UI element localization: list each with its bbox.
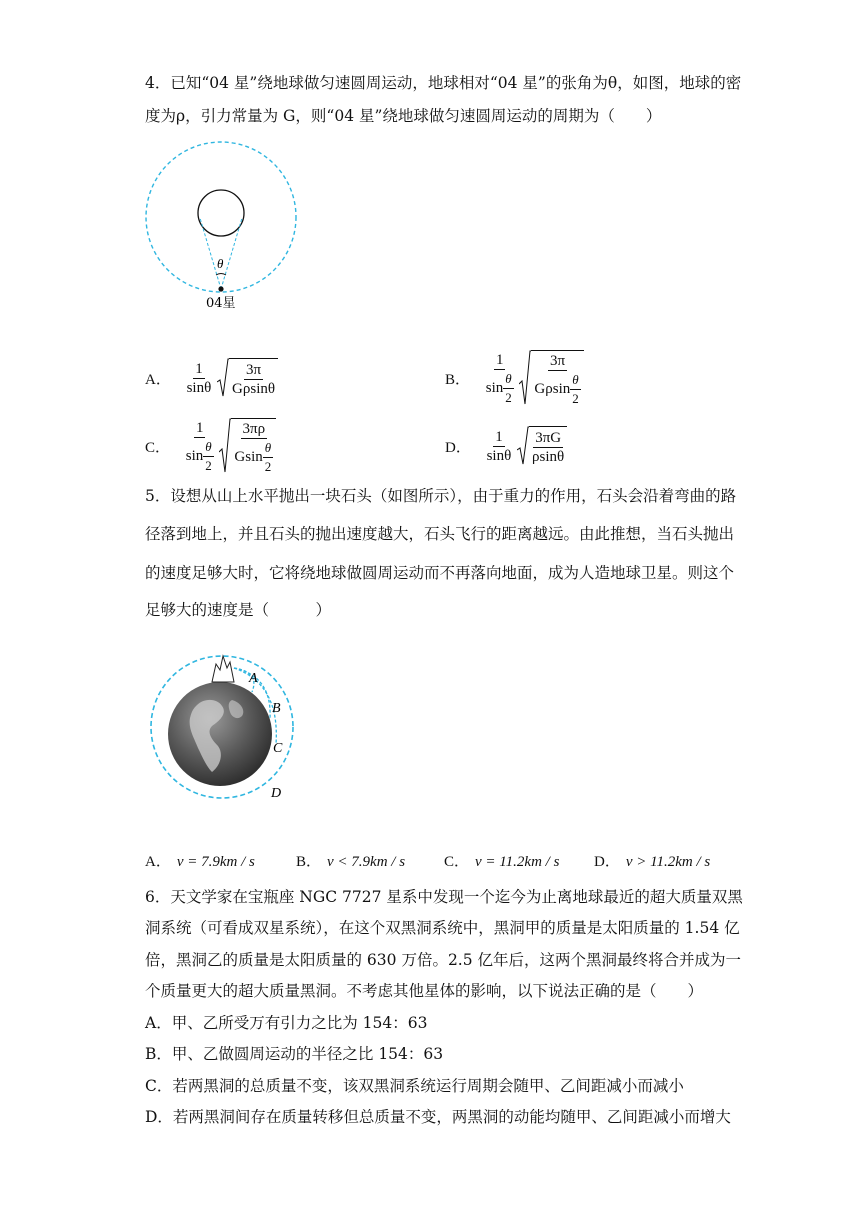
q5-option-b[interactable]: B． v < 7.9km / s bbox=[296, 854, 406, 870]
q5-globe bbox=[168, 682, 272, 786]
q6-option-c[interactable]: C．若两黑洞的总质量不变，该双黑洞系统运行周期会随甲、乙间距减小而减小 bbox=[145, 1077, 684, 1095]
q4-theta-label: θ bbox=[217, 256, 224, 271]
q6-line-4: 个质量更大的超大质量黑洞。不考虑其他星体的影响，以下说法正确的是（ ） bbox=[145, 982, 704, 1000]
q5-earth-figure bbox=[142, 640, 307, 809]
q5-option-c[interactable]: C． v = 11.2km / s bbox=[444, 854, 560, 870]
q6-option-b[interactable]: B．甲、乙做圆周运动的半径之比 154：63 bbox=[145, 1045, 444, 1063]
q4-earth-circle bbox=[198, 190, 244, 236]
q4-option-a[interactable]: A． $\frac{1}{\sin\theta}$ $\frac{3\pi}{G\rho\sin\theta}$ bbox=[145, 358, 278, 398]
q5-label-d: D bbox=[271, 786, 282, 801]
q5-option-d[interactable]: D． v > 11.2km / s bbox=[594, 854, 711, 870]
q5-label-c: C bbox=[273, 741, 283, 756]
q4-line-1: 4．已知“04 星”绕地球做匀速圆周运动，地球相对“04 星”的张角为θ，如图，地球的密 bbox=[145, 74, 742, 92]
q4-satellite-dot bbox=[218, 286, 223, 291]
q6-option-d[interactable]: D．若两黑洞间存在质量转移但总质量不变，两黑洞的动能均随甲、乙间距减小而增大 bbox=[145, 1108, 731, 1126]
q6-line-3: 倍，黑洞乙的质量是太阳质量的 630 万倍。2.5 亿年后，这两个黑洞最终将合并成为一 bbox=[145, 951, 742, 969]
q4-option-c[interactable]: C． 1 sin $\frac{\theta}{2}$ 3πρ Gsin $\frac{\theta}{2}$ bbox=[145, 418, 276, 475]
q5-line-2: 径落到地上，并且石头的抛出速度越大，石头飞行的距离越远。由此推想，当石头抛出 bbox=[145, 525, 735, 543]
q4-option-b[interactable]: B． 1 sin $\frac{\theta}{2}$ 3π Gρsin $\frac{\theta}{2}$ bbox=[445, 350, 584, 407]
q4-option-d[interactable]: D． $\frac{1}{\sin\theta}$ $\frac{3\pi G}{\rho\sin\theta}$ bbox=[445, 426, 567, 466]
q4-line-2: 度为ρ，引力常量为 G，则“04 星”绕地球做匀速圆周运动的周期为（ ） bbox=[145, 107, 662, 125]
q5-line-3: 的速度足够大时，它将绕地球做圆周运动而不再落向地面，成为人造地球卫星。则这个 bbox=[145, 564, 735, 582]
q4-angle-arc bbox=[216, 274, 226, 276]
q5-line-1: 5．设想从山上水平抛出一块石头（如图所示），由于重力的作用，石头会沿着弯曲的路 bbox=[145, 487, 737, 505]
q5-line-4: 足够大的速度是（ ） bbox=[145, 601, 332, 619]
q5-label-b: B bbox=[272, 701, 281, 716]
q4-satellite-figure bbox=[140, 140, 305, 319]
q6-option-a[interactable]: A．甲、乙所受万有引力之比为 154：63 bbox=[145, 1014, 428, 1032]
q6-line-1: 6．天文学家在宝瓶座 NGC 7727 星系中发现一个迄今为止离地球最近的超大质量双黑 bbox=[145, 888, 743, 906]
q4-satellite-label: 04星 bbox=[206, 296, 236, 311]
q5-mountain bbox=[212, 656, 234, 682]
q5-option-a[interactable]: A． v = 7.9km / s bbox=[145, 854, 255, 870]
q6-line-2: 洞系统（可看成双星系统），在这个双黑洞系统中，黑洞甲的质量是太阳质量的 1.54 亿 bbox=[145, 919, 740, 937]
q5-label-a: A bbox=[249, 671, 258, 686]
